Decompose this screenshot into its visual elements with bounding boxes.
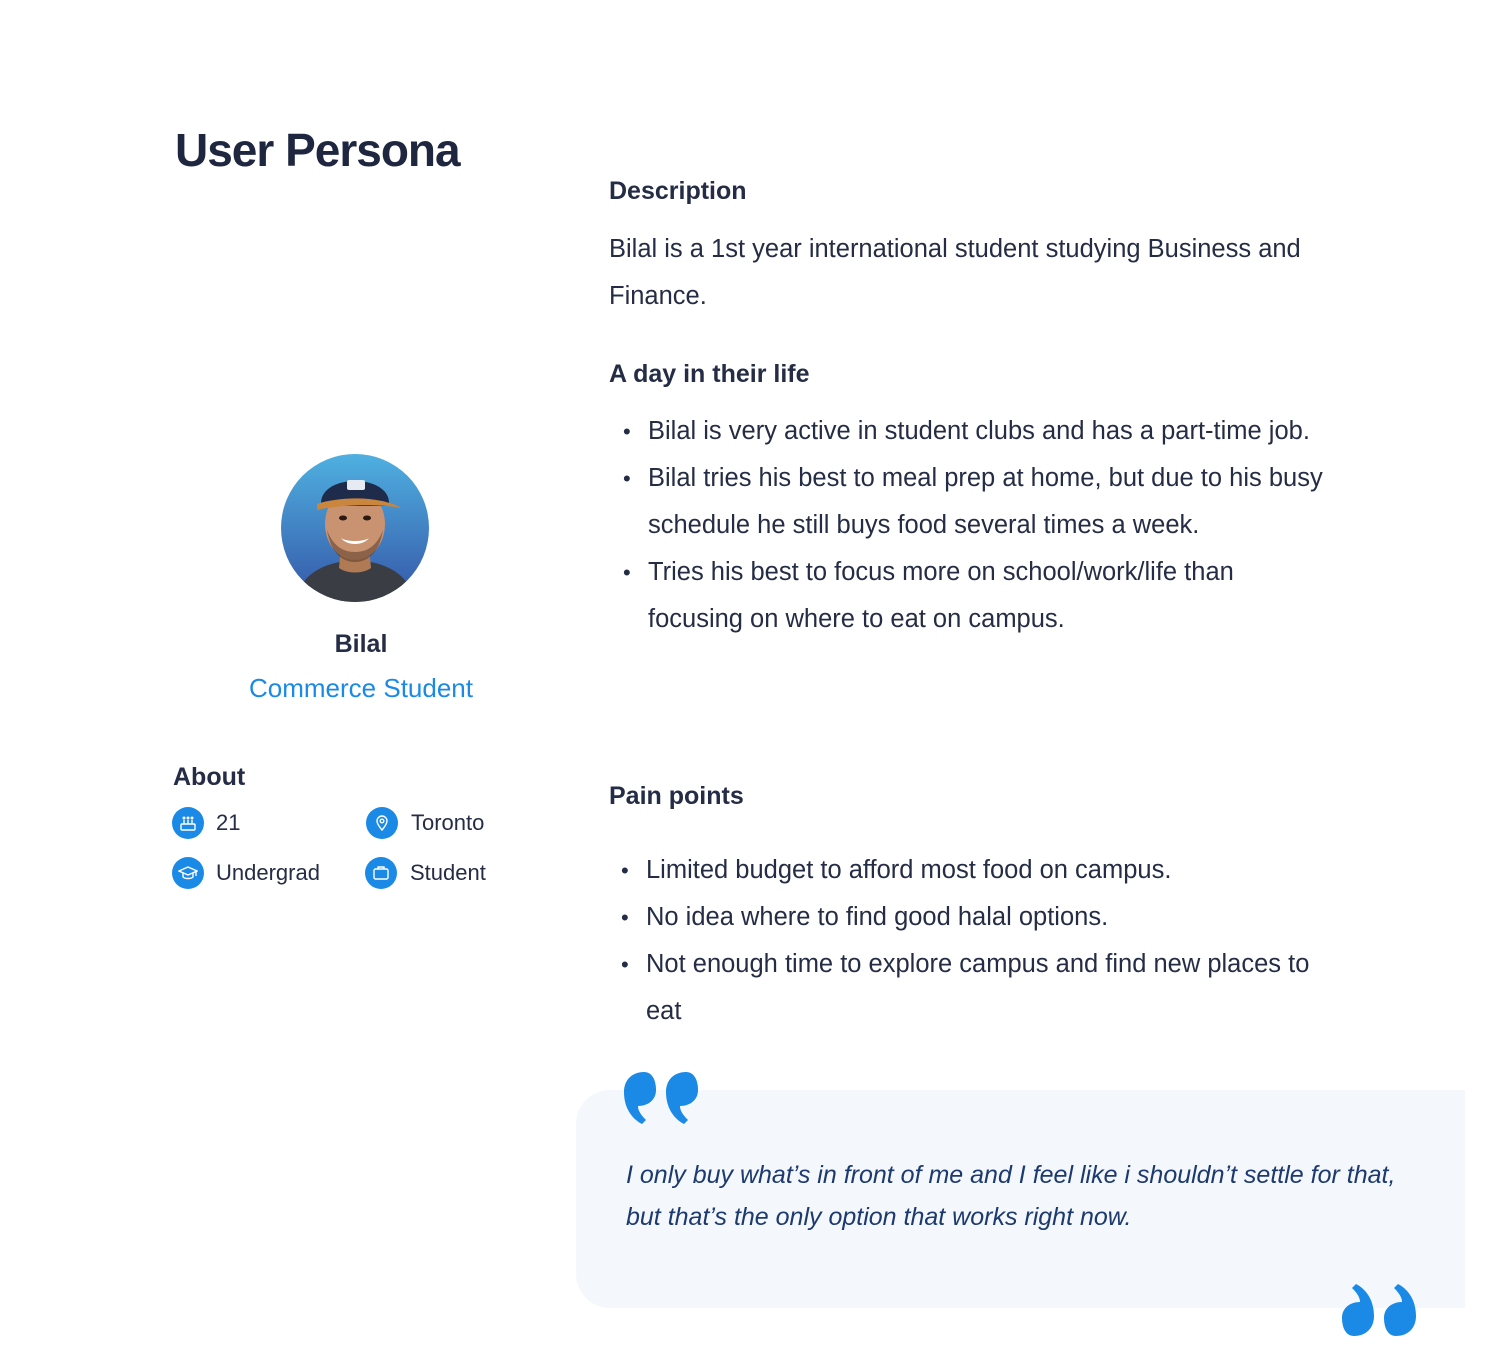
briefcase-icon: [365, 857, 397, 889]
close-quote-icon: [1336, 1282, 1416, 1343]
about-item-age: [172, 806, 240, 840]
location-pin-icon: [366, 807, 398, 839]
about-heading: About: [173, 763, 246, 791]
graduation-cap-icon: [172, 857, 204, 889]
about-location: Toronto: [411, 810, 485, 835]
pain-points-heading: Pain points: [609, 782, 744, 810]
about-item-location: [366, 806, 484, 840]
list-item: • Limited budget to afford most food on campus.: [607, 847, 1327, 894]
list-item: • Tries his best to focus more on school/work/life than focusing on where to eat on campus.: [609, 549, 1329, 643]
about-occupation: Student: [410, 860, 486, 885]
page-title: User Persona: [175, 124, 460, 176]
persona-name: Bilal: [334, 630, 388, 658]
description-heading: Description: [609, 177, 747, 205]
day-in-life-list: [609, 408, 1329, 643]
pain-points-list: [607, 847, 1327, 1035]
list-item: • Not enough time to explore campus and find new places to eat: [607, 941, 1327, 1035]
quote-text: I only buy what’s in front of me and I feel like i shouldn’t settle for that, but that’s the only option that works right now.: [626, 1161, 1396, 1231]
about-item-education: [172, 856, 320, 890]
list-item: • Bilal is very active in student clubs and has a part-time job.: [609, 408, 1329, 455]
list-item: • Bilal tries his best to meal prep at home, but due to his busy schedule he still buys food several times a week.: [609, 455, 1329, 549]
day-in-life-heading: A day in their life: [609, 360, 810, 388]
persona-role: Commerce Student: [249, 673, 473, 703]
avatar: [281, 454, 429, 602]
about-age: 21: [216, 810, 241, 835]
about-education: Undergrad: [216, 860, 320, 885]
about-item-occupation: [365, 856, 486, 890]
birthday-cake-icon: [172, 807, 204, 839]
open-quote-icon: [624, 1070, 704, 1131]
description-text: Bilal is a 1st year international student studying Business and Finance.: [609, 235, 1301, 310]
list-item: • No idea where to find good halal options.: [607, 894, 1327, 941]
